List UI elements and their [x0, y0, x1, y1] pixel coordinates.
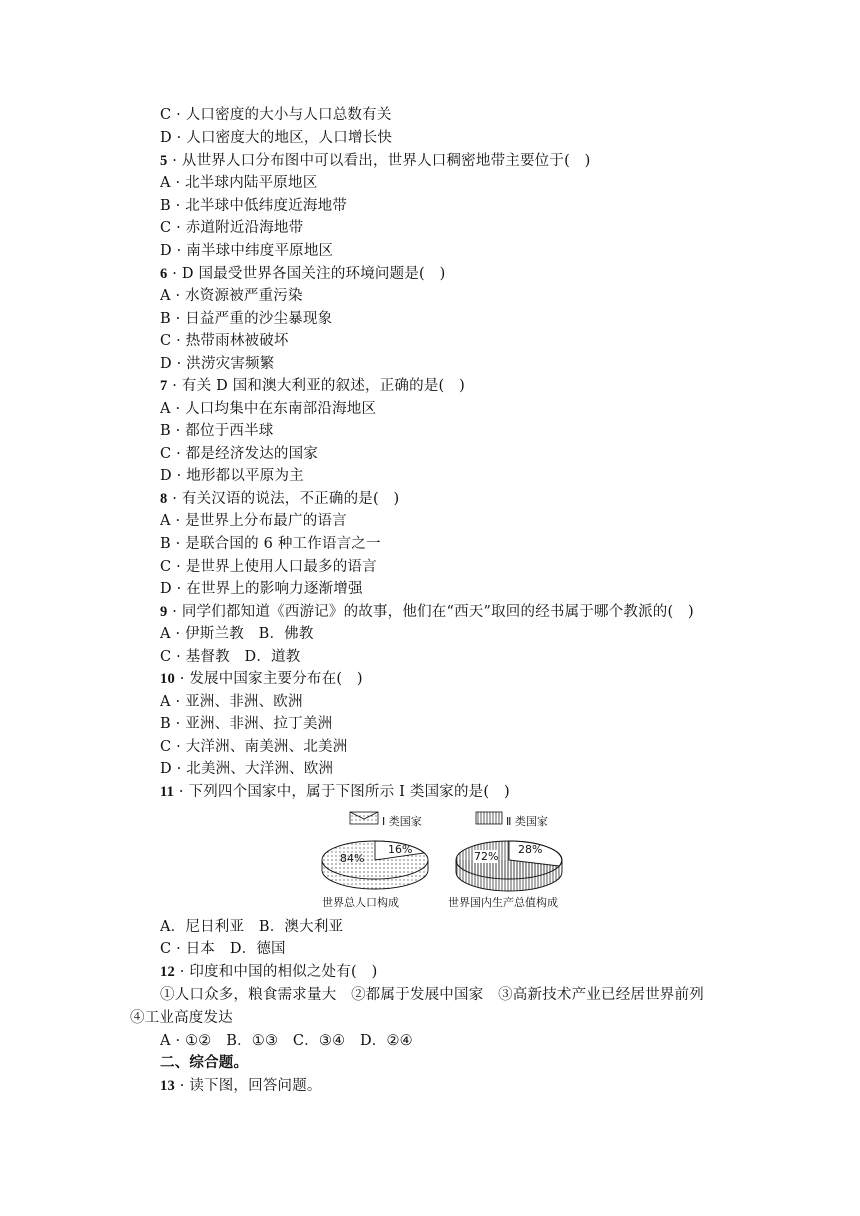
text-line	[160, 758, 333, 780]
text-line	[160, 938, 286, 960]
line-text: A · 亚洲、非洲、欧洲	[160, 694, 303, 710]
text-line	[160, 916, 343, 938]
text-line	[160, 104, 392, 126]
line-text: D · 北美洲、大洋洲、欧洲	[160, 761, 334, 777]
line-text: D · 南半球中纬度平原地区	[160, 243, 334, 259]
legend-label-type1: Ⅰ 类国家	[382, 815, 422, 828]
question-number: 12	[160, 964, 175, 980]
text-line	[160, 217, 303, 239]
text-line	[160, 533, 381, 555]
line-text: ④工业高度发达	[130, 1010, 233, 1026]
line-text: A · 北半球内陆平原地区	[160, 175, 318, 191]
line-text: A · ①② B．①③ C．③④ D．②④	[160, 1033, 413, 1049]
question-10	[160, 668, 363, 690]
question-8	[160, 488, 399, 510]
legend-label-type2: Ⅱ 类国家	[506, 815, 548, 828]
caption-world-population: 世界总人口构成	[322, 896, 399, 909]
question-6	[160, 263, 445, 285]
line-text: A · 水资源被严重污染	[160, 288, 303, 304]
text-line	[160, 623, 314, 645]
line-text: · 同学们都知道《西游记》的故事，他们在“西天”取回的经书属于哪个教派的( )	[167, 604, 694, 620]
line-text: B · 日益严重的沙尘暴现象	[160, 311, 333, 327]
question-12	[160, 961, 377, 983]
caption-world-gdp: 世界国内生产总值构成	[448, 896, 558, 909]
text-line	[160, 398, 376, 420]
line-text: B · 都位于西半球	[160, 423, 274, 439]
pie-chart-figure	[318, 810, 578, 910]
line-text: · D 国最受世界各国关注的环境问题是( )	[167, 266, 446, 282]
text-line	[160, 1052, 248, 1074]
text-line	[160, 285, 303, 307]
text-line	[160, 713, 332, 735]
text-line	[130, 1007, 233, 1029]
pie-world-gdp	[456, 841, 562, 891]
line-text: · 有关汉语的说法，不正确的是( )	[167, 491, 400, 507]
text-line	[160, 691, 303, 713]
text-line	[160, 736, 347, 758]
question-11	[160, 781, 510, 803]
text-line	[160, 127, 392, 149]
question-number: 13	[160, 1078, 175, 1094]
pie1-label-84: 84%	[340, 852, 365, 865]
text-line	[160, 195, 347, 217]
line-text: C · 日本 D．德国	[160, 941, 286, 957]
line-text: A · 伊斯兰教 B．佛教	[160, 626, 314, 642]
line-text: · 从世界人口分布图中可以看出，世界人口稠密地带主要位于( )	[167, 153, 591, 169]
question-number: 6	[160, 266, 168, 282]
line-text: ①人口众多，粮食需求量大 ②都属于发展中国家 ③高新技术产业已经居世界前列	[160, 987, 704, 1003]
line-text: B · 亚洲、非洲、拉丁美洲	[160, 716, 333, 732]
line-text: A · 是世界上分布最广的语言	[160, 513, 347, 529]
question-number: 7	[160, 378, 168, 394]
question-5	[160, 150, 591, 172]
text-line	[160, 443, 318, 465]
line-text: · 有关 D 国和澳大利亚的叙述，正确的是( )	[167, 378, 465, 394]
text-line	[160, 646, 300, 668]
line-text: · 读下图，回答问题。	[174, 1078, 322, 1094]
line-text: D · 人口密度大的地区，人口增长快	[160, 130, 393, 146]
line-text: D · 洪涝灾害频繁	[160, 356, 275, 372]
text-line	[160, 308, 332, 330]
line-text: C · 人口密度的大小与人口总数有关	[160, 107, 392, 123]
question-number: 10	[160, 671, 175, 687]
question-number: 11	[160, 784, 175, 800]
legend-swatch-type2	[476, 812, 502, 824]
text-line	[160, 420, 273, 442]
question-number: 5	[160, 153, 168, 169]
line-text: C · 基督教 D．道教	[160, 649, 301, 665]
text-line	[160, 465, 304, 487]
text-line	[160, 1030, 413, 1052]
line-text: A · 人口均集中在东南部沿海地区	[160, 401, 377, 417]
line-text: C · 热带雨林被破坏	[160, 333, 289, 349]
text-line	[160, 330, 289, 352]
text-line	[160, 578, 363, 600]
line-text: D · 地形都以平原为主	[160, 468, 304, 484]
question-number: 9	[160, 604, 168, 620]
text-line	[160, 172, 317, 194]
line-text: · 印度和中国的相似之处有( )	[174, 964, 378, 980]
line-text: C · 是世界上使用人口最多的语言	[160, 559, 377, 575]
line-text: · 发展中国家主要分布在( )	[174, 671, 363, 687]
question-7	[160, 375, 465, 397]
pie1-label-16: 16%	[388, 843, 413, 856]
pie2-label-28: 28%	[518, 843, 543, 856]
question-9	[160, 601, 694, 623]
text-line	[160, 353, 274, 375]
text-line	[160, 984, 704, 1006]
pie2-label-72: 72%	[474, 850, 499, 863]
line-text: C · 大洋洲、南美洲、北美洲	[160, 739, 348, 755]
line-text: 二、综合题。	[160, 1054, 249, 1071]
question-number: 8	[160, 491, 168, 507]
line-text: A．尼日利亚 B．澳大利亚	[160, 919, 344, 935]
text-line	[160, 510, 347, 532]
text-line	[160, 556, 377, 578]
question-13	[160, 1075, 322, 1097]
line-text: C · 都是经济发达的国家	[160, 446, 319, 462]
line-text: B · 北半球中低纬度近海地带	[160, 198, 347, 214]
line-text: D · 在世界上的影响力逐渐增强	[160, 581, 363, 597]
text-line	[160, 240, 333, 262]
line-text: B · 是联合国的 6 种工作语言之一	[160, 536, 381, 552]
line-text: C · 赤道附近沿海地带	[160, 220, 304, 236]
line-text: · 下列四个国家中，属于下图所示 Ⅰ 类国家的是( )	[174, 784, 510, 800]
